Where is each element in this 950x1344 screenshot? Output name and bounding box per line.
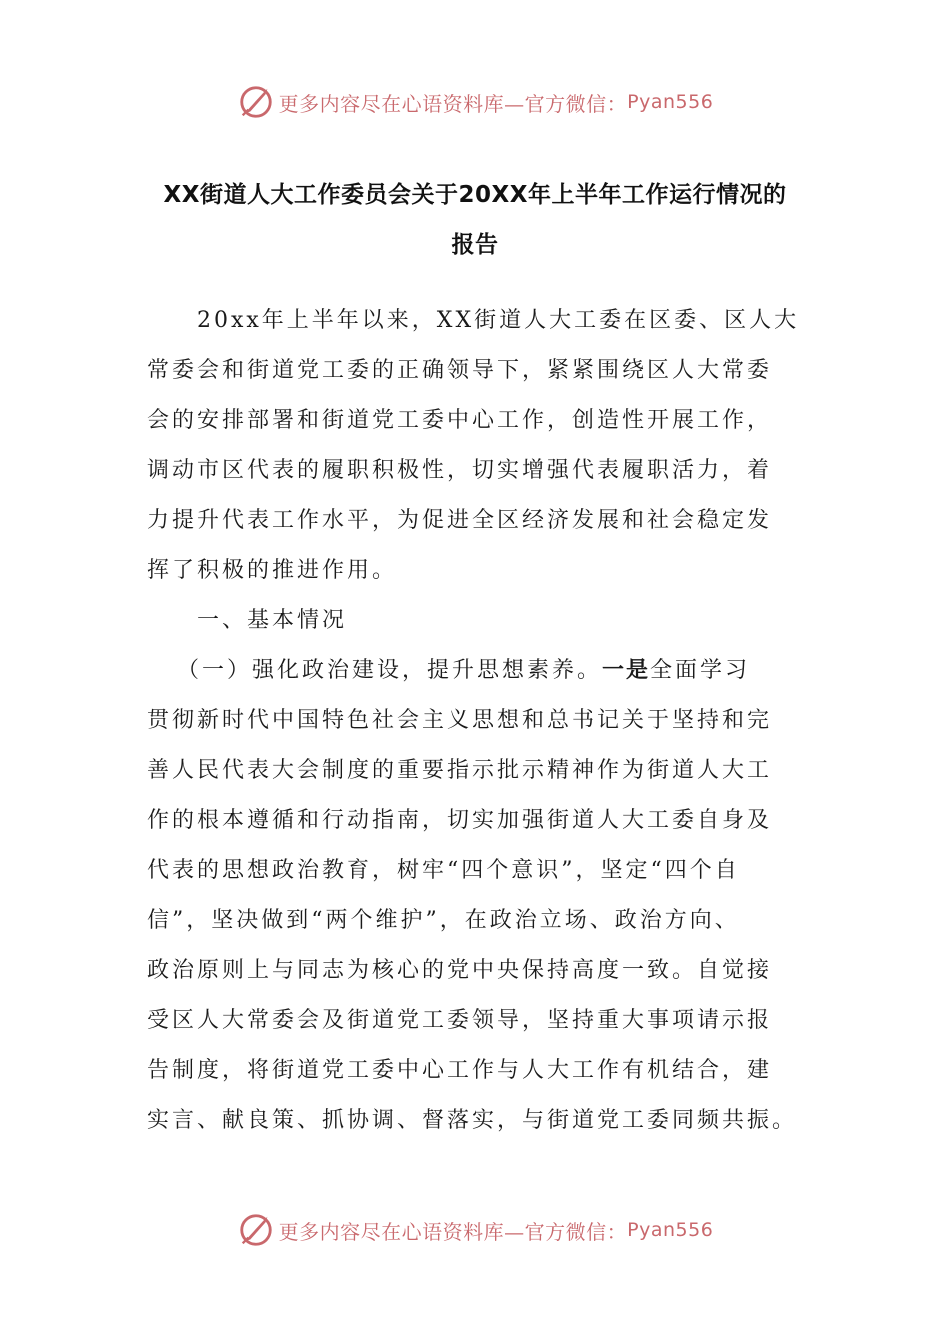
paragraph-line: 调动市区代表的履职积极性，切实增强代表履职活力，着 [147, 458, 773, 483]
document-body [147, 296, 807, 1146]
paragraph-line: 受区人大常委会及街道党工委领导，坚持重大事项请示报 [147, 1008, 773, 1033]
subsection-heading: （一）强化政治建设，提升思想素养。 [177, 658, 603, 683]
paragraph-line: 政治原则上与同志为核心的党中央保持高度一致。自觉接 [147, 958, 773, 983]
paragraph-line-first [147, 646, 807, 696]
paragraph-line: 实言、献良策、抓协调、督落实，与街道党工委同频共振。 [147, 1108, 798, 1133]
watermark-contact: Pyan556 [627, 1219, 714, 1241]
paragraph-line: 信”，坚决做到“两个维护”，在政治立场、政治方向、 [147, 908, 740, 933]
quill-logo-icon [237, 83, 275, 121]
paragraph-line: 力提升代表工作水平，为促进全区经济发展和社会稳定发 [147, 508, 773, 533]
watermark-footer [0, 1208, 950, 1252]
paragraph-text: 全面学习 [650, 658, 751, 683]
watermark-header [0, 80, 950, 124]
watermark-contact: Pyan556 [627, 91, 714, 113]
paragraph-line: 告制度，将街道党工委中心工作与人大工作有机结合，建 [147, 1058, 773, 1083]
document-title-line-1: XX街道人大工作委员会关于20XX年上半年工作运行情况的 [163, 182, 787, 208]
watermark-text: 更多内容尽在心语资料库—官方微信： [278, 1219, 628, 1244]
emphasis-text: 一是 [602, 658, 651, 683]
section-heading: 一、基本情况 [197, 608, 348, 633]
quill-logo-icon [237, 1211, 275, 1249]
paragraph-line: 会的安排部署和街道党工委中心工作，创造性开展工作， [147, 408, 773, 433]
paragraph-line: 善人民代表大会制度的重要指示批示精神作为街道人大工 [147, 758, 773, 783]
paragraph-line: 贯彻新时代中国特色社会主义思想和总书记关于坚持和完 [147, 708, 773, 733]
paragraph-line: 代表的思想政治教育，树牢“四个意识”，坚定“四个自 [147, 858, 740, 883]
paragraph-line: 常委会和街道党工委的正确领导下，紧紧围绕区人大常委 [147, 358, 773, 383]
paragraph-line: 挥了积极的推进作用。 [147, 558, 398, 583]
paragraph-line: 作的根本遵循和行动指南，切实加强街道人大工委自身及 [147, 808, 773, 833]
document-title-line-2: 报告 [451, 232, 499, 258]
paragraph-line: 20xx年上半年以来，XX街道人大工委在区委、区人大 [197, 308, 800, 333]
watermark-text: 更多内容尽在心语资料库—官方微信： [278, 91, 628, 116]
